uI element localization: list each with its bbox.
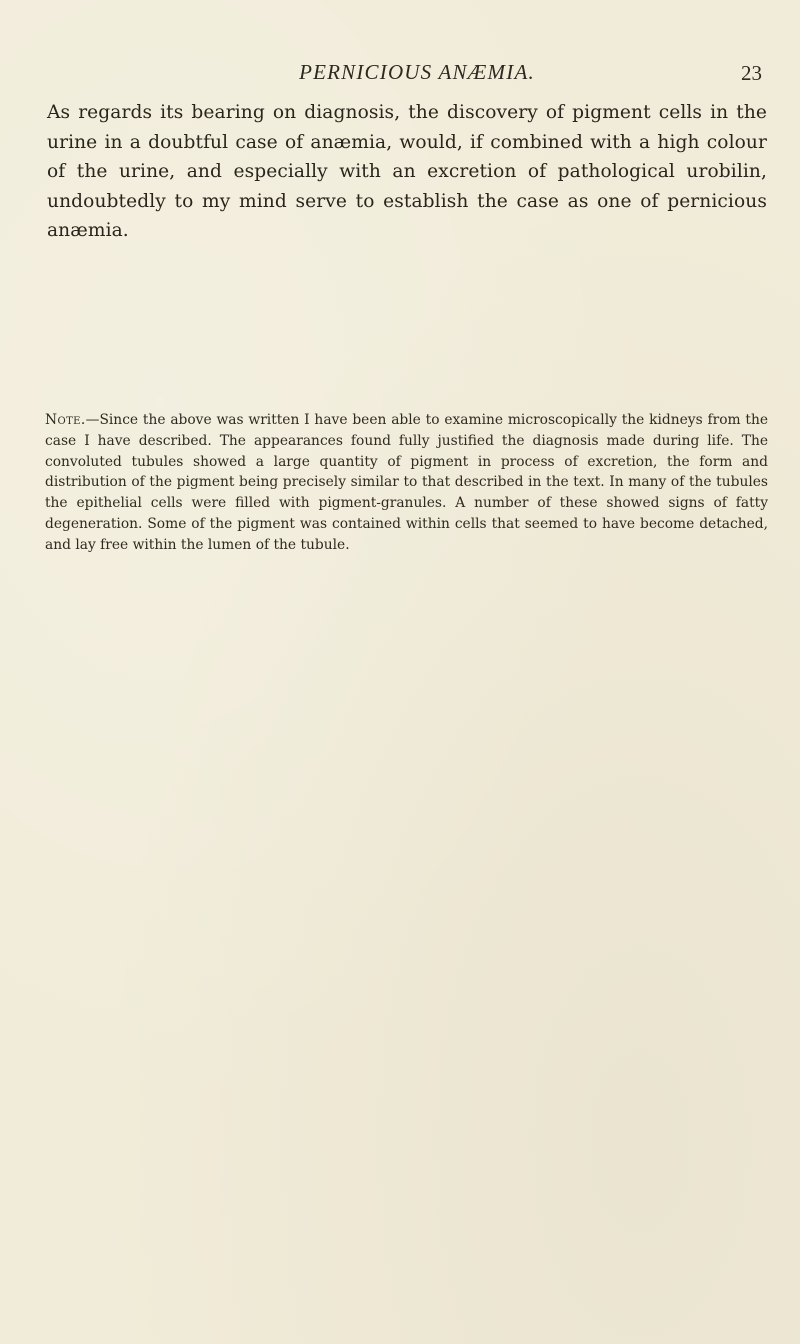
note-label: Note.: [45, 412, 86, 428]
footnote: [45, 410, 768, 556]
body-paragraph: As regards its bearing on diagnosis, the discovery of pigment cells in the urine in a doubtful case of anæmia, would, if combined with a high colour of the urine, and especially with an excretion of pathological urobilin, undoubtedly to my mind serve to establish the case as one of pernicious anæmia.: [47, 102, 767, 241]
running-head: [72, 60, 762, 90]
page-number: 23: [741, 61, 762, 85]
running-title: PERNICIOUS ANÆMIA.: [299, 60, 535, 84]
note-text: —Since the above was written I have been able to examine microscopically the kidneys from the case I have described. The appearances found fully justified the diagnosis made during life. The convoluted tubules showed a large quantity of pigment in process of excretion, the form and distribution of the pigment being precisely similar to that described in the text. In many of the tubules the epithelial cells were filled with pigment-granules. A number of these showed signs of fatty degeneration. Some of the pigment was contained within cells that seemed to have become detached, and lay free within the lumen of the tubule.: [45, 412, 768, 553]
